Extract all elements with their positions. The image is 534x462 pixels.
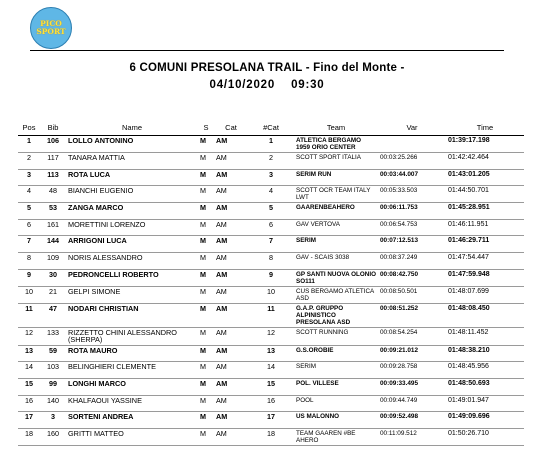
cell-time: 01:48:38.210 xyxy=(446,345,524,362)
cell-pos: 4 xyxy=(18,186,40,203)
cell-pos: 12 xyxy=(18,327,40,345)
col-header-bib: Bib xyxy=(40,120,66,136)
cell-cat-rank: 5 xyxy=(248,203,294,220)
cell-name: RIZZETTO CHINI ALESSANDRO (SHERPA) xyxy=(66,327,198,345)
cell-team: SERIM RUN xyxy=(294,169,378,186)
cell-cat: AM xyxy=(214,252,248,269)
cell-pos: 1 xyxy=(18,136,40,153)
cell-bib: 144 xyxy=(40,236,66,253)
cell-pos: 10 xyxy=(18,286,40,303)
table-row xyxy=(18,203,524,220)
cell-var: 00:11:09.512 xyxy=(378,428,446,445)
cell-cat-rank: 7 xyxy=(248,236,294,253)
cell-pos: 15 xyxy=(18,378,40,395)
race-date: 04/10/2020 xyxy=(209,79,276,91)
cell-bib: 99 xyxy=(40,378,66,395)
cell-time: 01:46:11.951 xyxy=(446,219,524,236)
cell-bib: 48 xyxy=(40,186,66,203)
race-time: 09:30 xyxy=(291,79,325,91)
cell-pos: 8 xyxy=(18,252,40,269)
cell-bib: 47 xyxy=(40,303,66,327)
cell-var: 00:07:12.513 xyxy=(378,236,446,253)
cell-cat-rank: 2 xyxy=(248,153,294,170)
cell-bib: 30 xyxy=(40,269,66,286)
cell-time: 01:47:54.447 xyxy=(446,252,524,269)
cell-sex: M xyxy=(198,345,214,362)
cell-pos: 5 xyxy=(18,203,40,220)
cell-cat: AM xyxy=(214,203,248,220)
cell-cat-rank: 8 xyxy=(248,252,294,269)
cell-var: 00:06:11.753 xyxy=(378,203,446,220)
cell-cat: AM xyxy=(214,378,248,395)
cell-bib: 161 xyxy=(40,219,66,236)
cell-name: GRITTI MATTEO xyxy=(66,428,198,445)
cell-team: POL. VILLESE xyxy=(294,378,378,395)
cell-name: ROTA LUCA xyxy=(66,169,198,186)
cell-team: SCOTT OCR TEAM ITALY LWT xyxy=(294,186,378,203)
cell-sex: M xyxy=(198,236,214,253)
cell-name: ARRIGONI LUCA xyxy=(66,236,198,253)
cell-time: 01:48:08.450 xyxy=(446,303,524,327)
cell-var: 00:06:54.753 xyxy=(378,219,446,236)
cell-name: LOLLO ANTONINO xyxy=(66,136,198,153)
table-row xyxy=(18,136,524,153)
cell-pos: 3 xyxy=(18,169,40,186)
table-row xyxy=(18,236,524,253)
col-header-time: Time xyxy=(446,120,524,136)
cell-pos: 16 xyxy=(18,395,40,412)
cell-pos: 13 xyxy=(18,345,40,362)
cell-name: BIANCHI EUGENIO xyxy=(66,186,198,203)
cell-team: SCOTT RUNNING xyxy=(294,327,378,345)
cell-var: 00:09:52.498 xyxy=(378,412,446,429)
cell-time: 01:48:50.693 xyxy=(446,378,524,395)
cell-var: 00:05:33.503 xyxy=(378,186,446,203)
cell-cat-rank: 3 xyxy=(248,169,294,186)
cell-cat: AM xyxy=(214,269,248,286)
cell-var: 00:08:50.501 xyxy=(378,286,446,303)
cell-sex: M xyxy=(198,395,214,412)
cell-cat-rank: 14 xyxy=(248,362,294,379)
cell-team: POOL xyxy=(294,395,378,412)
table-row xyxy=(18,345,524,362)
table-row xyxy=(18,186,524,203)
cell-team: GAV VERTOVA xyxy=(294,219,378,236)
cell-time: 01:48:45.956 xyxy=(446,362,524,379)
cell-sex: M xyxy=(198,303,214,327)
table-row xyxy=(18,169,524,186)
table-header-row xyxy=(18,120,524,136)
cell-time: 01:47:59.948 xyxy=(446,269,524,286)
cell-team: CUS BERGAMO ATLETICA ASD xyxy=(294,286,378,303)
cell-cat-rank: 12 xyxy=(248,327,294,345)
cell-cat: AM xyxy=(214,412,248,429)
cell-name: PEDRONCELLI ROBERTO xyxy=(66,269,198,286)
cell-name: SORTENI ANDREA xyxy=(66,412,198,429)
cell-bib: 109 xyxy=(40,252,66,269)
table-row xyxy=(18,428,524,445)
cell-time: 01:45:28.951 xyxy=(446,203,524,220)
cell-sex: M xyxy=(198,269,214,286)
cell-bib: 3 xyxy=(40,412,66,429)
cell-time: 01:42:42.464 xyxy=(446,153,524,170)
cell-cat: AM xyxy=(214,153,248,170)
cell-sex: M xyxy=(198,327,214,345)
cell-var: 00:08:37.249 xyxy=(378,252,446,269)
race-title: 6 COMUNI PRESOLANA TRAIL - Fino del Monte - xyxy=(129,62,405,74)
table-row xyxy=(18,378,524,395)
table-row xyxy=(18,269,524,286)
cell-name: BELINGHIERI CLEMENTE xyxy=(66,362,198,379)
col-header-cat-rank: #Cat xyxy=(248,120,294,136)
cell-cat: AM xyxy=(214,428,248,445)
table-row xyxy=(18,412,524,429)
col-header-var: Var xyxy=(378,120,446,136)
cell-var: 00:03:25.266 xyxy=(378,153,446,170)
table-row xyxy=(18,395,524,412)
table-row xyxy=(18,303,524,327)
cell-pos: 6 xyxy=(18,219,40,236)
cell-cat: AM xyxy=(214,169,248,186)
cell-bib: 140 xyxy=(40,395,66,412)
cell-bib: 21 xyxy=(40,286,66,303)
cell-team: GP SANTI NUOVA OLONIO SO111 xyxy=(296,270,376,285)
cell-pos: 17 xyxy=(18,412,40,429)
logo-line-1: PICO xyxy=(40,19,62,28)
cell-bib: 113 xyxy=(40,169,66,186)
table-row xyxy=(18,153,524,170)
cell-name: ROTA MAURO xyxy=(66,345,198,362)
table-row xyxy=(18,252,524,269)
cell-team: SERIM xyxy=(294,362,378,379)
cell-bib: 59 xyxy=(40,345,66,362)
cell-sex: M xyxy=(198,428,214,445)
cell-sex: M xyxy=(198,203,214,220)
cell-pos: 7 xyxy=(18,236,40,253)
results-table xyxy=(18,120,524,446)
cell-var: 00:09:44.749 xyxy=(378,395,446,412)
cell-var: 00:09:21.012 xyxy=(378,345,446,362)
cell-time: 01:44:50.701 xyxy=(446,186,524,203)
cell-cat: AM xyxy=(214,327,248,345)
table-row xyxy=(18,327,524,345)
cell-bib: 160 xyxy=(40,428,66,445)
cell-team: GAV - SCAIS 3038 xyxy=(294,252,378,269)
logo-line-2: SPORT xyxy=(36,27,66,36)
cell-time: 01:46:29.711 xyxy=(446,236,524,253)
cell-time: 01:49:01.947 xyxy=(446,395,524,412)
cell-var: 00:08:51.252 xyxy=(378,303,446,327)
cell-name: NORIS ALESSANDRO xyxy=(66,252,198,269)
cell-team: ATLETICA BERGAMO 1959 ORIO CENTER xyxy=(294,136,378,153)
cell-sex: M xyxy=(198,412,214,429)
cell-cat: AM xyxy=(214,345,248,362)
cell-time: 01:48:07.699 xyxy=(446,286,524,303)
race-date-time xyxy=(0,79,534,91)
col-header-team: Team xyxy=(294,120,378,136)
cell-team: SERIM xyxy=(294,236,378,253)
cell-team: G.A.P. GRUPPO ALPINISTICO PRESOLANA ASD xyxy=(294,303,378,327)
cell-cat-rank: 6 xyxy=(248,219,294,236)
col-header-name: Name xyxy=(66,120,198,136)
cell-cat: AM xyxy=(214,395,248,412)
table-row xyxy=(18,219,524,236)
cell-name: TANARA MATTIA xyxy=(66,153,198,170)
cell-cat: AM xyxy=(214,362,248,379)
cell-team: G.S.OROBIE xyxy=(294,345,378,362)
cell-cat-rank: 9 xyxy=(248,269,294,286)
cell-cat-rank: 4 xyxy=(248,186,294,203)
cell-var: 00:08:42.750 xyxy=(378,269,446,286)
cell-name: GELPI SIMONE xyxy=(66,286,198,303)
cell-bib: 106 xyxy=(40,136,66,153)
cell-sex: M xyxy=(198,362,214,379)
cell-cat-rank: 10 xyxy=(248,286,294,303)
header-divider xyxy=(30,50,504,51)
cell-team: GAARENBEAHERO xyxy=(294,203,378,220)
cell-time: 01:50:26.710 xyxy=(446,428,524,445)
cell-cat-rank: 13 xyxy=(248,345,294,362)
cell-time: 01:39:17.198 xyxy=(446,136,524,153)
cell-var: 00:08:54.254 xyxy=(378,327,446,345)
table-row xyxy=(18,362,524,379)
table-row xyxy=(18,286,524,303)
cell-team: SCOTT SPORT ITALIA xyxy=(294,153,378,170)
cell-sex: M xyxy=(198,252,214,269)
cell-sex: M xyxy=(198,153,214,170)
cell-team: US MALONNO xyxy=(294,412,378,429)
cell-var: 00:09:33.495 xyxy=(378,378,446,395)
results-body xyxy=(18,136,524,446)
cell-cat-rank: 1 xyxy=(248,136,294,153)
cell-cat-rank: 18 xyxy=(248,428,294,445)
cell-name: MORETTINI LORENZO xyxy=(66,219,198,236)
cell-cat: AM xyxy=(214,236,248,253)
cell-cat-rank: 11 xyxy=(248,303,294,327)
cell-sex: M xyxy=(198,169,214,186)
cell-pos: 9 xyxy=(18,269,40,286)
cell-name: NODARI CHRISTIAN xyxy=(66,303,198,327)
cell-time: 01:43:01.205 xyxy=(446,169,524,186)
cell-time: 01:48:11.452 xyxy=(446,327,524,345)
cell-sex: M xyxy=(198,378,214,395)
col-header-pos: Pos xyxy=(18,120,40,136)
cell-pos: 11 xyxy=(18,303,40,327)
cell-time: 01:49:09.696 xyxy=(446,412,524,429)
pico-sport-logo xyxy=(30,7,72,49)
cell-pos: 2 xyxy=(18,153,40,170)
cell-cat: AM xyxy=(214,303,248,327)
cell-sex: M xyxy=(198,219,214,236)
cell-var xyxy=(378,136,446,153)
col-header-cat: Cat xyxy=(214,120,248,136)
cell-pos: 14 xyxy=(18,362,40,379)
cell-cat: AM xyxy=(214,186,248,203)
cell-name: KHALFAOUI YASSINE xyxy=(66,395,198,412)
cell-sex: M xyxy=(198,186,214,203)
cell-cat: AM xyxy=(214,286,248,303)
cell-bib: 53 xyxy=(40,203,66,220)
cell-bib: 103 xyxy=(40,362,66,379)
cell-var: 00:09:28.758 xyxy=(378,362,446,379)
cell-team: TEAM GAAREN #BE AHERO xyxy=(294,428,378,445)
cell-sex: M xyxy=(198,286,214,303)
cell-bib: 133 xyxy=(40,327,66,345)
cell-cat-rank: 16 xyxy=(248,395,294,412)
cell-name: ZANGA MARCO xyxy=(66,203,198,220)
cell-cat: AM xyxy=(214,136,248,153)
cell-cat-rank: 15 xyxy=(248,378,294,395)
cell-cat: AM xyxy=(214,219,248,236)
cell-cat-rank: 17 xyxy=(248,412,294,429)
col-header-sex: S xyxy=(198,120,214,136)
cell-var: 00:03:44.007 xyxy=(378,169,446,186)
cell-bib: 117 xyxy=(40,153,66,170)
cell-pos: 18 xyxy=(18,428,40,445)
cell-sex: M xyxy=(198,136,214,153)
cell-name: LONGHI MARCO xyxy=(66,378,198,395)
